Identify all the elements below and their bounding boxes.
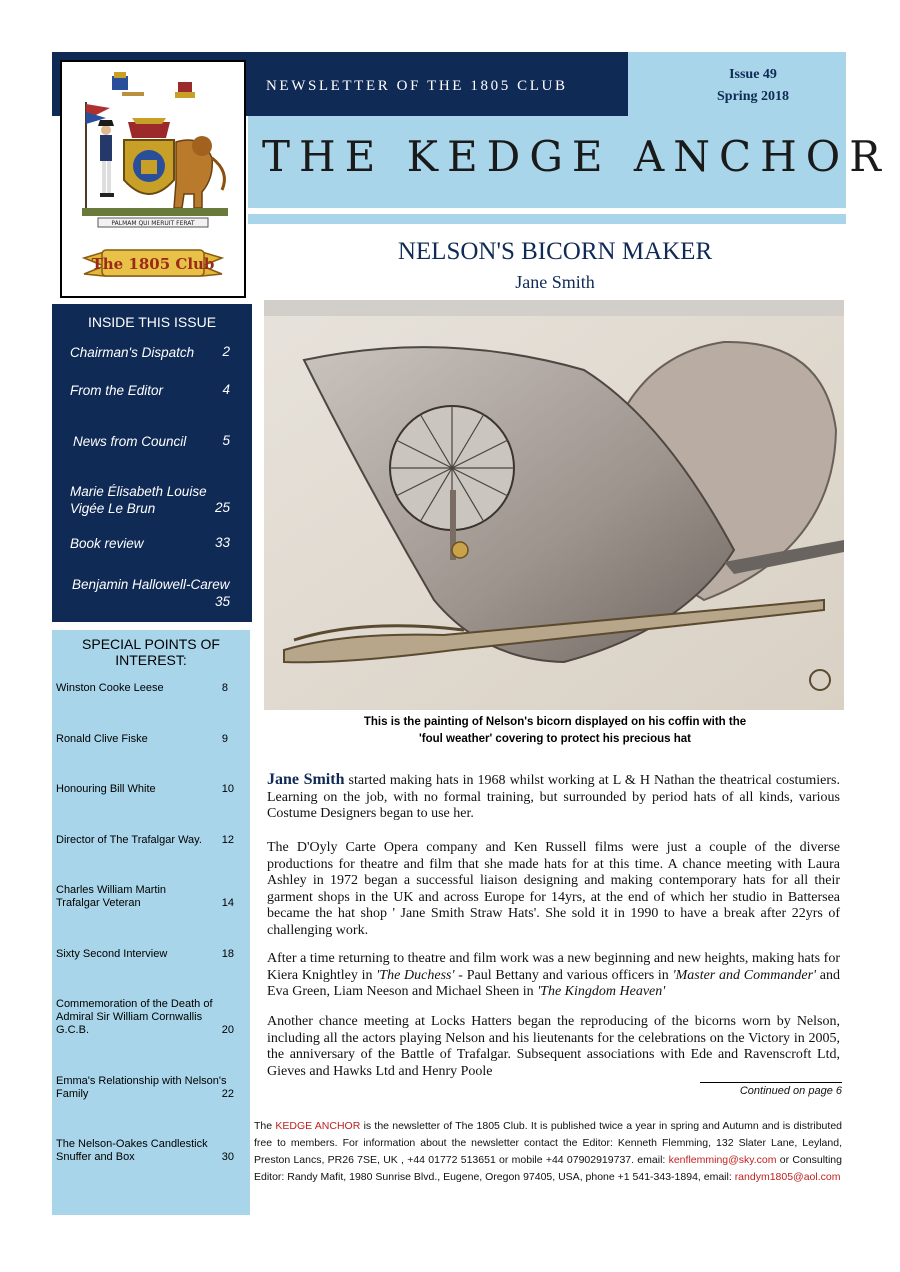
issue-season: Spring 2018 [717, 89, 789, 104]
film-title: 'The Kingdom Heaven' [537, 984, 666, 999]
inside-title: INSIDE THIS ISSUE [87, 314, 217, 330]
inside-page-number: 33 [214, 535, 230, 550]
special-item: Ronald Clive Fiske [56, 733, 148, 745]
film-title: 'Master and Commander' [672, 967, 817, 983]
inside-item-vigee-le-brun: Marie Élisabeth Louise Vigée Le Brun [70, 484, 207, 516]
bicorn-painting-image [264, 300, 844, 710]
special-item: Charles William Martin Trafalgar Veteran [56, 884, 167, 909]
special-page-number: 20 [221, 1024, 234, 1036]
coat-of-arms-image [62, 62, 244, 296]
inside-page-number: 2 [222, 344, 230, 359]
continued-on-page: Continued on page 6 [700, 1082, 842, 1097]
special-page-number: 30 [221, 1151, 234, 1163]
special-page-number: 14 [221, 897, 234, 909]
masthead-title: THE KEDGE ANCHOR [262, 132, 890, 181]
caption-line-1: This is the painting of Nelson's bicorn displayed on his coffin with the [363, 716, 747, 728]
article-paragraph-4: Another chance meeting at Locks Hatters began the reproducing of the bicorns worn by Nelson, including all the actors playing Nelson and his lieutenants for the celebrations on the Victory in 2005, the anniversary of the Battle of Trafalgar. Subsequent associations with Ede and Ravenscroft Ltd, Gieves and Hawks Ltd and Henry Poole [267, 1014, 840, 1079]
inside-item-book-review: Book review [70, 536, 144, 551]
issue-number: Issue 49 [729, 67, 777, 82]
inside-item-chairmans-dispatch: Chairman's Dispatch [70, 345, 195, 360]
club-logo [60, 60, 246, 298]
special-item: Sixty Second Interview [56, 948, 168, 960]
film-title: 'The Duchess' [376, 967, 455, 983]
inside-item-from-the-editor: From the Editor [70, 383, 164, 398]
special-page-number: 18 [221, 948, 234, 960]
editor-email-link[interactable]: kenflemming@sky.com [668, 1154, 777, 1166]
inside-this-issue-box [52, 304, 252, 622]
consulting-editor-email-link[interactable]: randym1805@aol.com [734, 1171, 841, 1183]
paragraph-text: and Eva Green, Liam Neeson and Michael Sheen in [267, 967, 841, 999]
inside-item-news-from-council: News from Council [73, 434, 187, 449]
footer-text: is the newsletter of The 1805 Club. It is published twice a year in spring and Autumn and is distributed free to members. For information about the newsletter contact the Editor: Kenneth Flemming, 132 Slater Lane, Leyland, Preston Lancs, PR26 7SE, UK , +44 01772 513651 or mobile +44 07902919737. email: [254, 1120, 842, 1166]
inside-page-number: 35 [214, 594, 230, 609]
special-title: SPECIAL POINTS OF INTEREST: [82, 636, 220, 668]
paragraph-text: - Paul Bettany and various officers in [454, 967, 673, 983]
inside-page-number: 4 [222, 382, 230, 397]
painting-caption [300, 714, 810, 748]
footer-newsletter-name: KEDGE ANCHOR [275, 1120, 361, 1132]
special-points-box [52, 630, 250, 1215]
inside-page-number: 5 [222, 433, 230, 448]
issue-info [708, 64, 798, 108]
special-item: Honouring Bill White [56, 783, 156, 795]
footer-text: The [254, 1120, 276, 1132]
special-item: The Nelson-Oakes Candlestick Snuffer and Box [56, 1138, 208, 1163]
paragraph-text: After a time returning to theatre and film work was a new beginning and new heights, making hats for Kiera Knightley in [267, 951, 840, 983]
special-item: Winston Cooke Leese [56, 682, 164, 694]
svg-text:PALMAM QUI MERUIT FERAT: PALMAM QUI MERUIT FERAT [111, 220, 195, 227]
special-item: Emma's Relationship with Nelson's Family [56, 1075, 227, 1100]
newsletter-subtitle: NEWSLETTER OF THE 1805 CLUB [266, 78, 568, 94]
footer-text: or Consulting Editor: Randy Mafit, 1980 Sunrise Blvd., Eugene, Oregon 97405, USA, phone +1 541-343-1894, email: [254, 1154, 842, 1183]
special-page-number: 12 [221, 834, 234, 846]
paragraph-text: started making hats in 1968 whilst working at L & H Nathan the theatrical costumiers. Learning on the job, with no formal training, but surrounded by period hats of all kinds, various Costume Designers began to use her. [267, 773, 840, 821]
special-item: Commemoration of the Death of Admiral Sir William Cornwallis G.C.B. [56, 998, 213, 1036]
inside-page-number: 25 [214, 500, 230, 515]
special-page-number: 9 [221, 733, 228, 745]
inside-item-hallowell-carew: Benjamin Hallowell-Carew [72, 577, 230, 592]
article-paragraph-2: The D'Oyly Carte Opera company and Ken Russell films were just a couple of the diverse productions for theatre and film that she made hats for at this time. A chance meeting with Laura Ashley in 1972 began a successful liaison designing and making contemporary hats for all their garment shops in the UK and across Europe for 14yrs, at the end of which her studio in Battersea became the hat shop ' Jane Smith Straw Hats'. She sold it in 1990 to have a break after 22yrs of challenging work. [267, 840, 840, 938]
newsletter-footer-info [254, 1118, 842, 1186]
article-paragraph-1 [267, 772, 840, 823]
masthead-underline [248, 214, 846, 224]
article-author: Jane Smith [515, 272, 595, 292]
article-title: NELSON'S BICORN MAKER [397, 238, 713, 265]
special-page-number: 22 [221, 1088, 234, 1100]
special-page-number: 10 [221, 783, 234, 795]
caption-line-2: 'foul weather' covering to protect his precious hat [419, 733, 691, 745]
special-page-number: 8 [221, 682, 228, 694]
article-paragraph-3 [267, 951, 840, 1001]
special-item: Director of The Trafalgar Way. [56, 834, 202, 846]
article-lead-name: Jane Smith [267, 771, 345, 788]
svg-text:The 1805 Club: The 1805 Club [91, 255, 215, 273]
